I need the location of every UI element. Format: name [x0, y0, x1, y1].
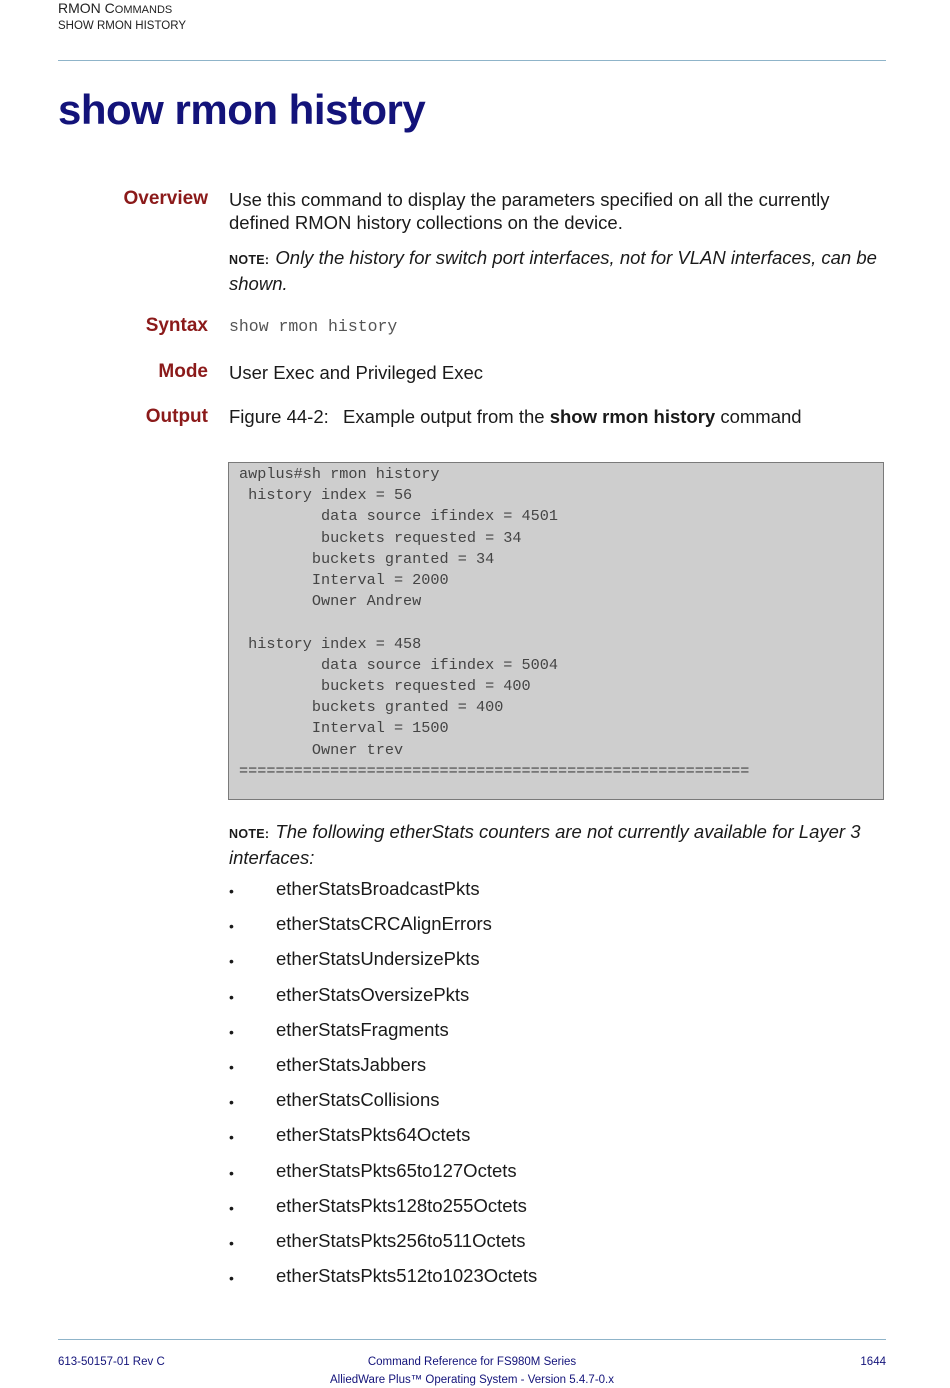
bullet-icon: • — [229, 1164, 234, 1181]
bullet-icon: • — [229, 1023, 234, 1040]
list-item: • etherStatsFragments — [229, 1019, 537, 1054]
figure-number: Figure 44-2: — [229, 406, 329, 427]
list-item: • etherStatsPkts64Octets — [229, 1124, 537, 1159]
list-item: • etherStatsOversizePkts — [229, 984, 537, 1019]
header-section-small: OMMANDS — [114, 4, 173, 16]
list-item: • etherStatsPkts256to511Octets — [229, 1230, 537, 1265]
footer-doc-number: 613-50157-01 Rev C — [58, 1356, 165, 1368]
header-section-big: RMON C — [58, 0, 115, 16]
note-text: Only the history for switch port interfaces, not for VLAN interfaces, can be shown. — [229, 247, 877, 294]
list-item: • etherStatsCRCAlignErrors — [229, 913, 537, 948]
footer-os-version: AlliedWare Plus™ Operating System - Version 5.4.7-0.x — [330, 1374, 614, 1386]
running-header-subsection: SHOW RMON HISTORY — [58, 20, 186, 32]
mode-label: Mode — [158, 361, 208, 382]
footer-page-number: 1644 — [860, 1356, 886, 1368]
list-item: • etherStatsPkts65to127Octets — [229, 1160, 537, 1195]
footer-title: Command Reference for FS980M Series — [367, 1356, 577, 1368]
syntax-command: show rmon history — [229, 317, 398, 336]
caption-command: show rmon history — [549, 406, 716, 427]
bullet-icon: • — [229, 1058, 234, 1075]
overview-label: Overview — [123, 188, 208, 209]
bullet-icon: • — [229, 1094, 234, 1111]
note-tag: NOTE: — [229, 253, 270, 267]
bullet-icon: • — [229, 883, 234, 899]
syntax-label: Syntax — [145, 315, 208, 336]
list-item: • etherStatsPkts512to1023Octets — [229, 1265, 537, 1300]
note-tag: NOTE: — [229, 827, 270, 841]
caption-post: command — [715, 406, 802, 427]
list-item: • etherStatsBroadcastPkts — [229, 878, 537, 913]
list-item: • etherStatsUndersizePkts — [229, 948, 537, 983]
example-output-code: awplus#sh rmon history history index = 56 data source ifindex = 4501 buckets requested = 34 buckets granted = 34 Interval = 2000 Owner Andrew history index = 458 data source ifindex = 5004 buckets requested = 400 buckets granted = 400 Interval = 1500 Owner trev ======================================================== — [239, 465, 750, 780]
list-item: • etherStatsPkts128to255Octets — [229, 1195, 537, 1230]
output-label: Output — [145, 406, 208, 427]
counter-list — [229, 878, 537, 1300]
note-text: The following etherStats counters are not currently available for Layer 3 interfaces: — [229, 821, 861, 868]
list-item: • etherStatsJabbers — [229, 1054, 537, 1089]
bullet-icon: • — [229, 1199, 234, 1216]
bullet-icon: • — [229, 1270, 234, 1287]
page-title: show rmon history — [58, 86, 426, 133]
overview-text: Use this command to display the parameters specified on all the currently defined RMON history collections on the device. — [229, 189, 830, 233]
figure-caption — [229, 406, 802, 428]
example-output-box — [228, 462, 884, 800]
mode-text: User Exec and Privileged Exec — [229, 362, 483, 383]
layer3-note — [229, 820, 889, 869]
header-rule — [58, 60, 886, 61]
bullet-icon: • — [229, 1129, 234, 1146]
bullet-icon: • — [229, 953, 234, 970]
bullet-icon: • — [229, 1234, 234, 1251]
bullet-icon: • — [229, 918, 234, 935]
bullet-icon: • — [229, 988, 234, 1005]
caption-pre: Example output from the — [343, 406, 550, 427]
footer-rule — [58, 1339, 886, 1340]
overview-note — [229, 246, 889, 295]
running-header-section — [58, 0, 172, 16]
list-item: • etherStatsCollisions — [229, 1089, 537, 1124]
